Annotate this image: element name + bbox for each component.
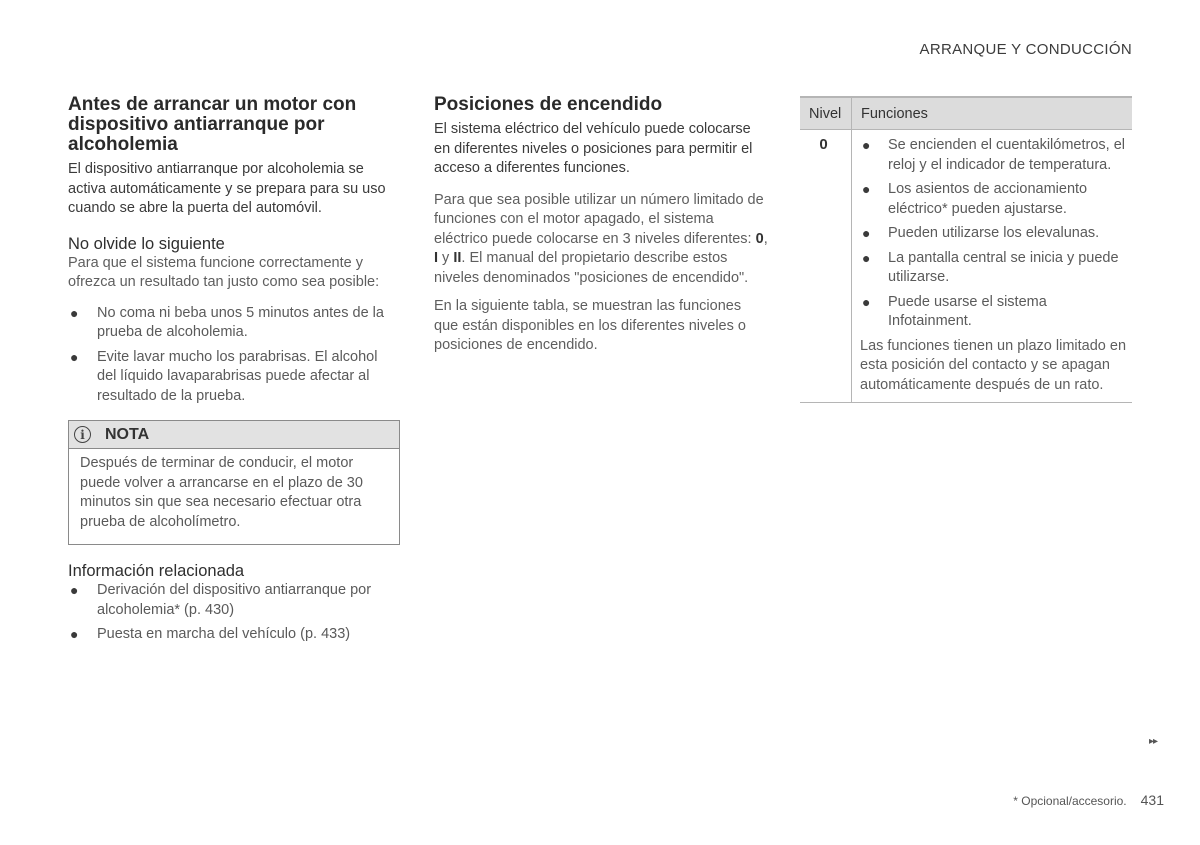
- level-cell: 0: [800, 130, 852, 403]
- bullet-icon: ●: [862, 293, 871, 310]
- list-item: ● Evite lavar mucho los parabrisas. El alcohol del líquido lavaparabrisas puede afectar al resultado de la prueba.: [70, 348, 378, 404]
- remember-heading: No olvide lo siguiente: [68, 234, 225, 253]
- bullet-icon: ●: [70, 626, 79, 642]
- list-item: ● La pantalla central se inicia y puede utilizarse.: [862, 249, 1119, 285]
- related-link[interactable]: ● Puesta en marcha del vehículo (p. 433): [68, 625, 400, 645]
- bullet-icon: ●: [862, 181, 871, 197]
- functions-cell: [852, 130, 1133, 403]
- related-link[interactable]: ● Derivación del dispositivo antiarranque por alcoholemia* (p. 430): [70, 582, 372, 618]
- page-footer: [1013, 792, 1164, 808]
- remember-paragraph: Para que el sistema funcione correctamente y ofrezca un resultado tan justo como sea posible:: [68, 254, 380, 290]
- table-header-row: [800, 97, 1132, 130]
- remember-list: [68, 304, 400, 407]
- header-title: ARRANQUE Y CONDUCCIÓN: [919, 41, 1132, 58]
- note-text: Después de terminar de conducir, el motor puede volver a arrancarse en el plazo de 30 minutos sin que sea necesario efectuar otra prueba de alcoholímetro.: [80, 455, 363, 530]
- section-title-alcohol-lock: Antes de arrancar un motor con dispositivo antiarranque por alcoholemia: [68, 94, 357, 155]
- column-header-level: Nivel: [800, 97, 852, 130]
- bullet-icon: ●: [70, 582, 79, 598]
- bullet-icon: ●: [70, 304, 79, 321]
- bullet-icon: ●: [862, 249, 871, 266]
- list-item: ● No coma ni beba unos 5 minutos antes de la prueba de alcoholemia.: [70, 304, 384, 340]
- related-heading: Información relacionada: [68, 562, 245, 580]
- related-list: [68, 581, 400, 645]
- section-title-ignition: Posiciones de encendido: [434, 94, 663, 115]
- bullet-icon: ●: [862, 137, 871, 153]
- intro-paragraph: El dispositivo antiarranque por alcoholemia se activa automáticamente y se prepara para su uso cuando se abre la puerta del automóvil.: [68, 161, 386, 216]
- level-2-label: II: [453, 250, 462, 266]
- bullet-icon: ●: [70, 348, 79, 365]
- info-icon: i: [74, 426, 91, 443]
- table-row: [800, 130, 1132, 403]
- level-1-label: I: [434, 250, 439, 266]
- right-column: [800, 96, 1132, 403]
- ignition-intro: El sistema eléctrico del vehículo puede colocarse en diferentes niveles o posiciones para permitir el acceso a diferentes funciones.: [434, 121, 753, 176]
- list-item: ● Se encienden el cuentakilómetros, el reloj y el indicador de temperatura.: [862, 137, 1125, 173]
- list-item: ● Los asientos de accionamiento eléctrico* pueden ajustarse.: [862, 181, 1088, 217]
- note-header: [69, 421, 399, 449]
- ignition-levels-paragraph: Para que sea posible utilizar un número limitado de funciones con el motor apagado, el sistema eléctrico puede colocarse en 3 niveles diferentes: 0, I y II. El manual del propietario describe estos niveles denominados "posiciones de encendido".: [434, 191, 768, 286]
- functions-list: [860, 136, 1132, 332]
- middle-column: [434, 95, 768, 356]
- ignition-functions-table: [800, 96, 1132, 403]
- note-label: NOTA: [105, 425, 150, 443]
- footnote-optional: * Opcional/accesorio.: [1013, 794, 1127, 808]
- functions-note: Las funciones tienen un plazo limitado en esta posición del contacto y se apagan automáticamente después de un rato.: [860, 337, 1127, 393]
- page-number: 431: [1140, 792, 1164, 808]
- list-item: ● Pueden utilizarse los elevalunas.: [860, 224, 1132, 244]
- level-0-label: 0: [755, 230, 764, 247]
- left-column: [68, 95, 400, 650]
- column-header-functions: Funciones: [852, 97, 1133, 130]
- table-intro-paragraph: En la siguiente tabla, se muestran las funciones que están disponibles en los diferentes niveles o posiciones de encendido.: [434, 298, 746, 353]
- note-box: [68, 420, 400, 545]
- continue-arrows-icon: ▸▸: [1149, 736, 1158, 747]
- list-item: ● Puede usarse el sistema Infotainment.: [862, 293, 1047, 329]
- bullet-icon: ●: [862, 225, 871, 241]
